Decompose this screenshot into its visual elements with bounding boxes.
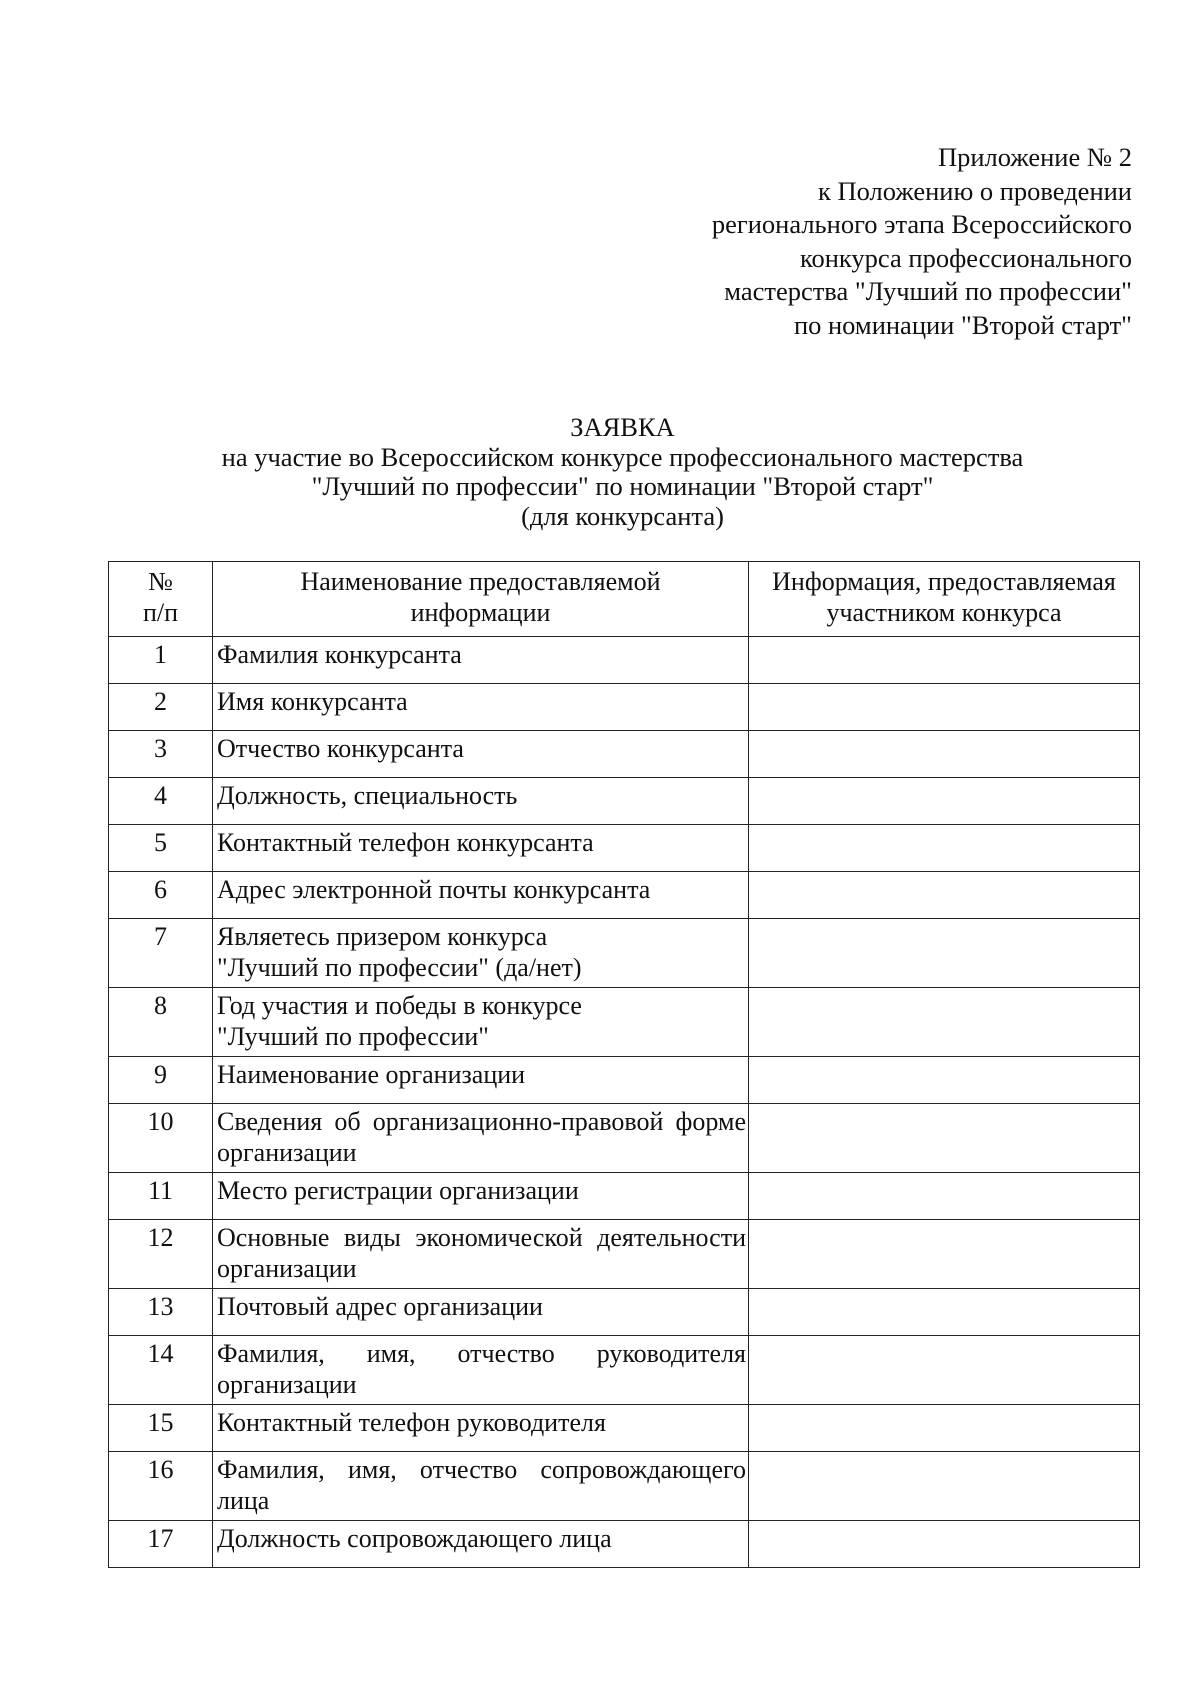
- row-label: Сведения об организационно-правовой форме организации: [213, 1104, 749, 1173]
- table-row: [109, 919, 1140, 988]
- row-number: 12: [109, 1220, 213, 1289]
- table-row: [109, 1405, 1140, 1452]
- table-row: [109, 1521, 1140, 1568]
- header-item-name-line: Наименование предоставляемой: [300, 567, 661, 596]
- row-label-line: Являетесь призером конкурса: [217, 922, 548, 951]
- row-label: Имя конкурсанта: [213, 684, 749, 731]
- table-row: [109, 778, 1140, 825]
- row-label: Фамилия конкурсанта: [213, 637, 749, 684]
- header-participant-info-line: участником конкурса: [826, 598, 1062, 627]
- row-number: 1: [109, 637, 213, 684]
- header-number: [109, 562, 213, 637]
- document-subtitle-line: (для конкурсанта): [521, 500, 724, 531]
- row-label: [213, 988, 749, 1057]
- table-row: [109, 1173, 1140, 1220]
- table-header-row: [109, 562, 1140, 637]
- table-row: [109, 1220, 1140, 1289]
- row-label: Адрес электронной почты конкурсанта: [213, 872, 749, 919]
- appendix-line: мастерства "Лучший по профессии": [724, 276, 1132, 306]
- row-number: 13: [109, 1289, 213, 1336]
- row-label: Должность, специальность: [213, 778, 749, 825]
- row-value-cell[interactable]: [749, 731, 1140, 778]
- table-row: [109, 1452, 1140, 1521]
- row-value-cell[interactable]: [749, 988, 1140, 1057]
- row-label: Фамилия, имя, отчество руководителя организации: [213, 1336, 749, 1405]
- row-number: 7: [109, 919, 213, 988]
- row-value-cell[interactable]: [749, 1336, 1140, 1405]
- table-row: [109, 1289, 1140, 1336]
- application-form-table: [108, 561, 1140, 1568]
- header-number-abbr: п/п: [142, 598, 179, 627]
- row-value-cell[interactable]: [749, 1104, 1140, 1173]
- table-row: [109, 731, 1140, 778]
- row-label: Основные виды экономической деятельности организации: [213, 1220, 749, 1289]
- row-label-line: "Лучший по профессии": [217, 1022, 489, 1051]
- row-label: Наименование организации: [213, 1057, 749, 1104]
- document-subtitle-line: "Лучший по профессии" по номинации "Второй старт": [311, 471, 934, 501]
- header-item-name-line: информации: [410, 598, 551, 627]
- row-number: 8: [109, 988, 213, 1057]
- row-value-cell[interactable]: [749, 825, 1140, 872]
- document-heading: [100, 413, 1145, 531]
- row-number: 11: [109, 1173, 213, 1220]
- row-number: 15: [109, 1405, 213, 1452]
- row-value-cell[interactable]: [749, 778, 1140, 825]
- row-number: 6: [109, 872, 213, 919]
- table-row: [109, 988, 1140, 1057]
- row-value-cell[interactable]: [749, 872, 1140, 919]
- appendix-line: конкурса профессионального: [799, 242, 1132, 273]
- appendix-line: регионального этапа Всероссийского: [711, 209, 1132, 239]
- table-row: [109, 637, 1140, 684]
- appendix-note: [532, 141, 1132, 342]
- table-row: [109, 1336, 1140, 1405]
- row-value-cell[interactable]: [749, 919, 1140, 988]
- document-title: ЗАЯВКА: [570, 412, 675, 442]
- appendix-line: по номинации "Второй старт": [793, 309, 1132, 340]
- row-value-cell[interactable]: [749, 1173, 1140, 1220]
- row-label: [213, 919, 749, 988]
- table-row: [109, 684, 1140, 731]
- row-value-cell[interactable]: [749, 1057, 1140, 1104]
- table-row: [109, 825, 1140, 872]
- row-number: 14: [109, 1336, 213, 1405]
- row-number: 3: [109, 731, 213, 778]
- row-value-cell[interactable]: [749, 1521, 1140, 1568]
- row-label: Отчество конкурсанта: [213, 731, 749, 778]
- row-label: Место регистрации организации: [213, 1173, 749, 1220]
- row-label-line: Год участия и победы в конкурсе: [217, 991, 582, 1020]
- header-item-name: [213, 562, 749, 637]
- table-row: [109, 1057, 1140, 1104]
- row-number: 5: [109, 825, 213, 872]
- row-number: 4: [109, 778, 213, 825]
- row-label: Контактный телефон руководителя: [213, 1405, 749, 1452]
- row-value-cell[interactable]: [749, 1220, 1140, 1289]
- row-label: Фамилия, имя, отчество сопровождающего лица: [213, 1452, 749, 1521]
- row-number: 2: [109, 684, 213, 731]
- row-value-cell[interactable]: [749, 637, 1140, 684]
- row-number: 17: [109, 1521, 213, 1568]
- row-label: Почтовый адрес организации: [213, 1289, 749, 1336]
- document-subtitle-line: на участие во Всероссийском конкурсе профессионального мастерства: [221, 441, 1024, 472]
- appendix-line: к Положению о проведении: [818, 175, 1132, 206]
- row-value-cell[interactable]: [749, 1405, 1140, 1452]
- header-participant-info-line: Информация, предоставляемая: [772, 567, 1116, 596]
- header-number-symbol: №: [148, 567, 173, 596]
- row-label: Контактный телефон конкурсанта: [213, 825, 749, 872]
- row-label: Должность сопровождающего лица: [213, 1521, 749, 1568]
- row-label-line: "Лучший по профессии" (да/нет): [217, 953, 582, 982]
- header-participant-info: [749, 562, 1140, 637]
- row-number: 10: [109, 1104, 213, 1173]
- table-row: [109, 1104, 1140, 1173]
- row-value-cell[interactable]: [749, 1289, 1140, 1336]
- appendix-title: Приложение № 2: [937, 142, 1132, 172]
- row-number: 16: [109, 1452, 213, 1521]
- table-row: [109, 872, 1140, 919]
- row-value-cell[interactable]: [749, 684, 1140, 731]
- row-value-cell[interactable]: [749, 1452, 1140, 1521]
- row-number: 9: [109, 1057, 213, 1104]
